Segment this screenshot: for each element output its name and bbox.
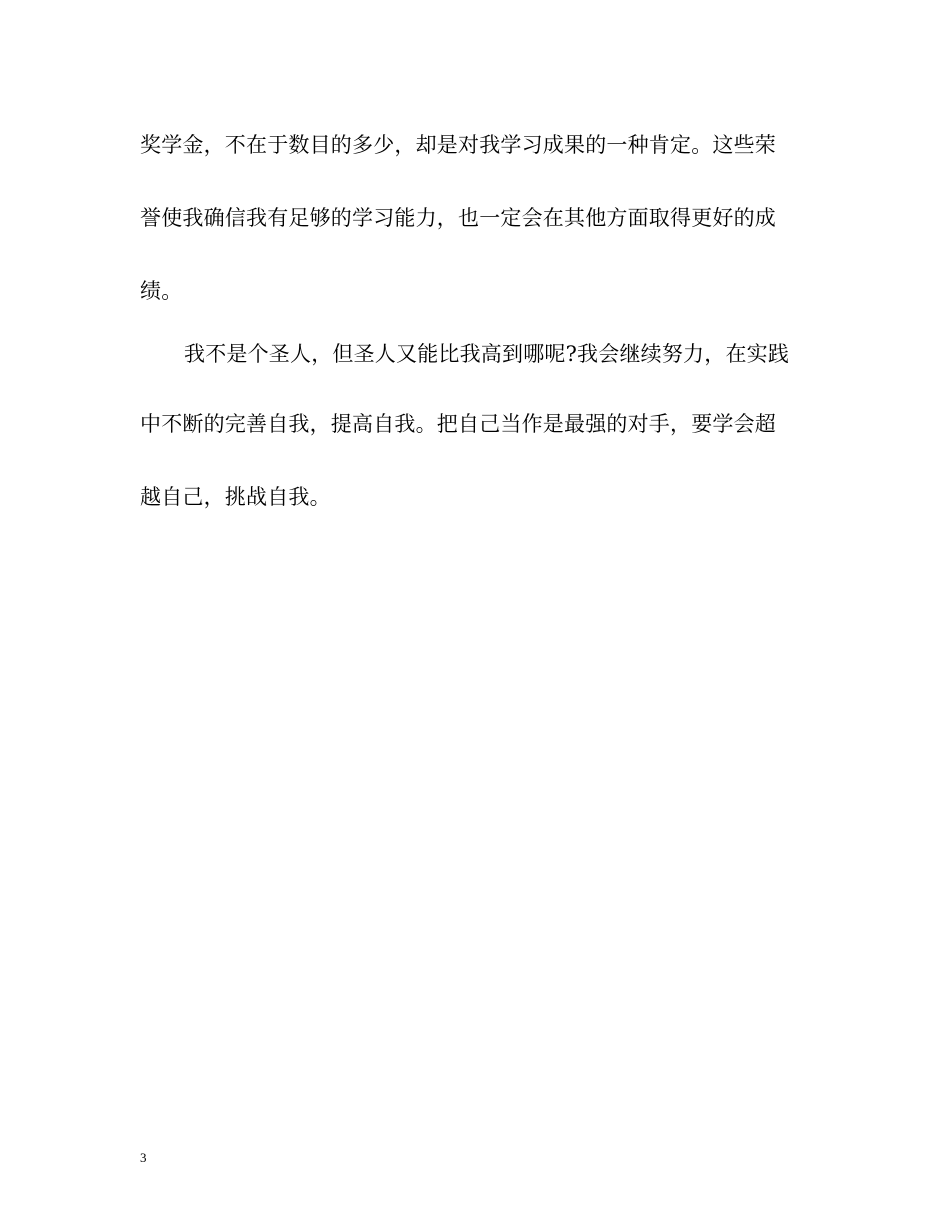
paragraph-2-line-2: 中不断的完善自我，提高自我。把自己当作是最强的对手，要学会超 (140, 412, 776, 436)
paragraph-2-line-1: 我不是个圣人，但圣人又能比我高到哪呢?我会继续努力，在实践 (184, 342, 790, 366)
paragraph-1-line-2: 誉使我确信我有足够的学习能力，也一定会在其他方面取得更好的成 (140, 206, 776, 230)
paragraph-1-line-1: 奖学金，不在于数目的多少，却是对我学习成果的一种肯定。这些荣 (140, 133, 776, 157)
page-number: 3 (140, 1150, 147, 1165)
paragraph-1-line-3: 绩。 (140, 279, 183, 303)
paragraph-2-line-3: 越自己，挑战自我。 (140, 485, 331, 509)
